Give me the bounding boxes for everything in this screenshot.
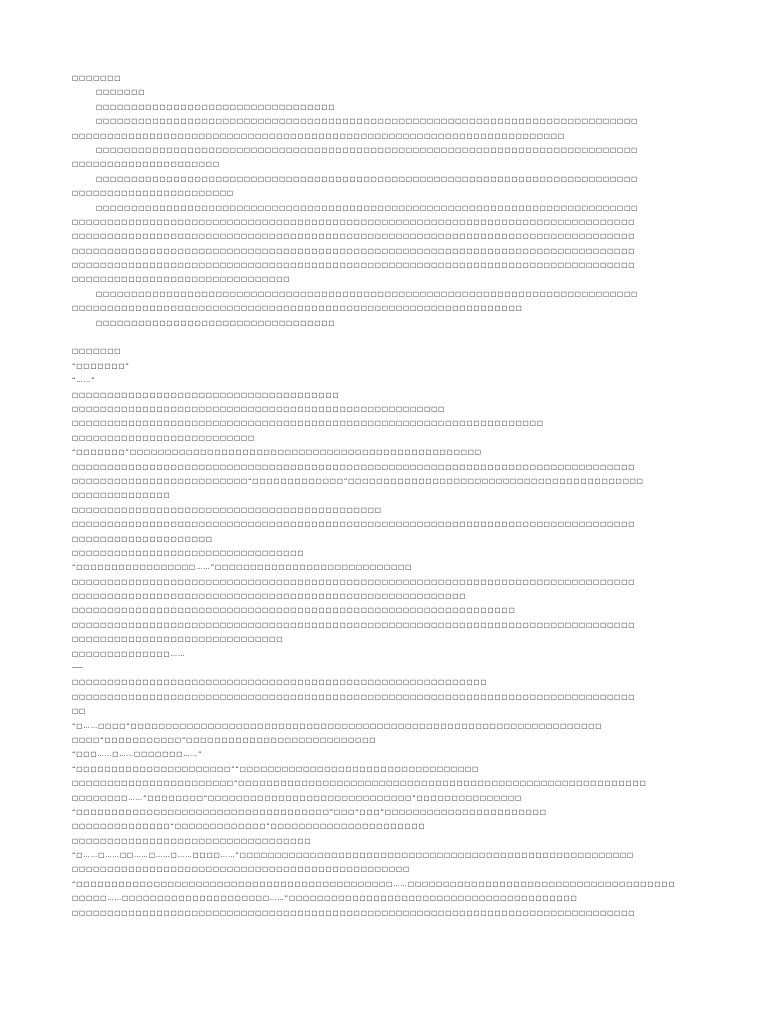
- paragraph-line: □□□□□□□□□□□□□□□□□□□□□□□□□□□□□□□□□□□□□□□□□□□□□□□□□□□□□□□□□□□: [72, 678, 488, 687]
- document-body: [72, 71, 698, 920]
- paragraph-line: “□□□□□□□□□□□□□□□□□□□□□□”“□□□□□□□□□□□□□□□□□□□□□□□□□□□□□□□□□□: [72, 764, 480, 773]
- paragraph-line: □□□□□□□□□□□□□□□□□□□□□□□□□□□□□□□□□□: [72, 836, 312, 845]
- paragraph-line: □□□□□□□□□□□□□□□□□□□□□□□□□□□□□□□□□□□□□□□□□□□□□□□□□□□□□□□□□□□□□□□□□□□□□□□□□□□□□□□□: [72, 692, 636, 701]
- paragraph-line: □□□□□□□□□□□□□□□□□□□□□□□“□□□□□□□□□□□□□□□□□□□□□□□□□□□□□□□□□□□□□□□□□□□□□□□□□□□□□□□□□□: [72, 779, 647, 788]
- paragraph-line: □□□□□□□□□□□□□□: [72, 491, 171, 500]
- section-heading: □□□□□□□: [72, 347, 122, 356]
- paragraph-line: □□□□□□□□□□□□□□□□□□□□□□□□□□□□□□: [72, 635, 284, 644]
- paragraph-line: “□□□□□□□□□□□□□□□□□……”□□□□□□□□□□□□□□□□□□□□□□□□□□□□: [72, 563, 413, 572]
- paragraph-line: “□□□□□□□□□□□□□□□□□□□□□□□□□□□□□□□□□□□□”□□□“□□□”□□□□□□□□□□□□□□□□□□□□□□□: [72, 807, 547, 816]
- paragraph-line: □□□□□□□□□□□□□□□□□□□□□□□□□□□□□□□□□□□□□□□□□□□□□□□□□□□□□□□□□□□□□□□□□□□□□□□□□□□□□: [96, 203, 639, 212]
- paragraph-line: “□□□□□□□”: [72, 361, 130, 370]
- blank-line: [72, 330, 698, 344]
- paragraph-line: “……”: [72, 376, 96, 385]
- paragraph-line: □□□□□□□□□□□□□□□□□□□□□□□□□□□□□□□□□□□□□□□□□□□□: [72, 505, 382, 514]
- paragraph-line: □□□□□□□□□□□□□□□□□□□□□□□□□“□□□□□□□□□□□□□”□□□□□□□□□□□□□□□□□□□□□□□□□□□□□□□□□□□□□□□□□□: [72, 476, 644, 485]
- paragraph-line: □□□□□……□□□□□□□□□□□□□□□□□□□□□……”□□□□□□□□□□□□□□□□□□□□□□□□□□□□□□□□□□□□□□□□□: [72, 894, 578, 903]
- paragraph-line: □□□□□□□□□□□□□□□□□□□□□□□: [72, 189, 234, 198]
- paragraph-line: □□□□□□□□□□□□□□□□□□□□□□□□□□□□□□□□□□□□□□□□□□□□□□□□□□□□□: [72, 404, 446, 413]
- paragraph-line: “□□□□□□□”□□□□□□□□□□□□□□□□□□□□□□□□□□□□□□□□□□□□□□□□□□□□□□□□□□: [72, 448, 482, 457]
- paragraph-line: □□□□□□□□□□□□□□□□□□□□□□□□□□□□□□□□□□□□□□□□□□□□□□□□: [72, 865, 410, 874]
- paragraph-line: □□□□□□□□□□□□□□□□□□□□□□□□□□□□□□□□□□□□□□□□□□□□□□□□□□□□□□□□□□□□□□□□□□□□□□□□□□□□□□□□: [72, 217, 636, 226]
- paragraph-line: □□□□□□□□□□□□□□□□□□□□□□□□□□□□□□□□□□□□□□□□□□□□□□□□□□□□□□□□□□□□□□□□□□□□□□□□□□□□□□□□: [72, 232, 636, 241]
- dash-separator: ——: [72, 664, 82, 672]
- paragraph-line: □□□□□□□□□□□□□□□□□□□□□□□□□□□□□□□□□□□□□□□□□□□□□□□□□□□□□□□□□□□□□□□□: [72, 304, 523, 313]
- paragraph-line: □□□□□□□□□□□□□□□□□□□□□□□□□□□□□□□□□□□□□□□□□□□□□□□□□□□□□□□□□□□□□□□□□□□□□□□□□□□□□: [96, 117, 639, 126]
- paragraph-line: □□□□□□□□□□□□□□□□□□□□□□□□□□□□□□□□□□□□□□□□□□□□□□□□□□□□□□□□□□□□□□□□□□□□□□□□□□□□□□□□: [72, 620, 636, 629]
- paragraph-line: □□□□□□□□□□□□□□□□□□□□□□□□□□□□□□□□□□□□□□□□□□□□□□□□□□□□□□□□□□□□□□□□□□□□□□□□□□□□□□□□: [72, 261, 636, 270]
- paragraph-line: □□□□□□□□□□□□□□□□□□□□□: [72, 160, 220, 169]
- section-heading: □□□□□□□: [72, 74, 122, 82]
- paragraph-line: □□□□□□□□□□□□□□□□□□□□□□□□□□□□□□□□□□□□□□□□□□□□□□□□□□□□□□□□□□□□□□□□□□□□□□□□□□□□□□□□: [72, 462, 636, 471]
- paragraph-line: □□□□□□□□□□□□□□□□□□□□□□□□□□□□□□□□□□□□□□□□□□□□□□□□□□□□□□□□□□□□□□□□□□□□□□□□□□□□□□□□: [72, 246, 636, 255]
- paragraph-line: □□□□□□□□□□□□□□□□□□□□□□□□□□□□□□□□□□□□□□□□□□□□□□□□□□□□□□□□□□□□□□□□□□□□□□: [72, 131, 565, 140]
- paragraph-line: □□□□□□□□□□□□□□□□□□□□□□□□□□□□□□□□□□: [96, 318, 336, 327]
- paragraph-line: “□……□……□□……□……□……□□□□……”□□□□□□□□□□□□□□□□□□□□□□□□□□□□□□□□□□□□□□□□□□□□□□□□□□□□□□□□: [72, 851, 635, 860]
- paragraph-line: □□□□□□□□□□□□□□□□□□□□□□□□□□□□□□□□□□□□□□□□□□□□□□□□□□□□□□□□□□□□□□□□□□□□□□□□□□□□□□□□: [72, 520, 636, 529]
- paragraph-line: □□□□□□□□□□□□□□□□□□□□: [72, 534, 213, 543]
- paragraph-line: □□□□□□□□……”□□□□□□□□“□□□□□□□□□□□□□□□□□□□□□□□□□□□□□”□□□□□□□□□□□□□□□: [72, 793, 523, 802]
- paragraph-line: □□□□□□□□□□□□□□□□□□□□□□□□□□□□□□□□□□□□□□□□□□□□□□□□□□□□□□□□□□□□□□□□□□□□□□□□□□□□□□□□: [72, 577, 636, 586]
- section-subheading: □□□□□□□: [96, 88, 146, 97]
- paragraph-line: “□……□□□□”□□□□□□□□□□□□□□□□□□□□□□□□□□□□□□□□□□□□□□□□□□□□□□□□□□□□□□□□□□□□□□□□□□□: [72, 721, 603, 730]
- paragraph-line: “□□□□□□□□□□□□□□□□□□□□□□□□□□□□□□□□□□□□□□□□□□□□□……□□□□□□□□□□□□□□□□□□□□□□□□□□□□□□□□□□□□□□: [72, 879, 676, 888]
- paragraph-line: □□□□□□□□□□□□□□……: [72, 649, 186, 658]
- paragraph-line: □□□□□□□□□□□□□□□□□□□□□□□□□□□□□□□□□□□□□□: [72, 390, 340, 399]
- paragraph-line: □□: [72, 707, 87, 716]
- paragraph-line: □□□□□□□□□□□□□□□□□□□□□□□□□□□□□□□□□□□□□□□□□□□□□□□□□□□□□□□□□□□□□□□□□□□□□□□□□□□□□: [96, 174, 639, 183]
- paragraph-line: □□□□□□□□□□□□□□“□□□□□□□□□□□□□”□□□□□□□□□□□□□□□□□□□□□□: [72, 822, 426, 831]
- paragraph-line: □□□□□□□□□□□□□□□□□□□□□□□□□□□□□□□□□□□□□□□□□□□□□□□□□□□□□□□□□□□□□□□□□□□: [72, 419, 544, 428]
- paragraph-line: □□□□□□□□□□□□□□□□□□□□□□□□□□□□□□□□□□□□□□□□□□□□□□□□□□□□□□□□□□□□□□□□□□□□□□□□□□□□□: [96, 145, 639, 154]
- paragraph-line: □□□□□□□□□□□□□□□□□□□□□□□□□□: [72, 433, 256, 442]
- paragraph-line: □□□□“□□□□□□□□□□□”□□□□□□□□□□□□□□□□□□□□□□□□□□□: [72, 735, 377, 744]
- paragraph-line: □□□□□□□□□□□□□□□□□□□□□□□□□□□□□□□□□□□□□□□□□□□□□□□□□□□□□□□□□□□□□□□: [72, 606, 516, 615]
- paragraph-line: “□□□……□……□□□□□□□……”: [72, 750, 203, 759]
- paragraph-line: □□□□□□□□□□□□□□□□□□□□□□□□□□□□□□□□□□□□□□□□□□□□□□□□□□□□□□□□: [72, 592, 467, 601]
- paragraph-line: □□□□□□□□□□□□□□□□□□□□□□□□□□□□□□□□□□: [96, 102, 336, 111]
- paragraph-line: □□□□□□□□□□□□□□□□□□□□□□□□□□□□□□□□□: [72, 548, 305, 557]
- paragraph-line: □□□□□□□□□□□□□□□□□□□□□□□□□□□□□□□□□□□□□□□□□□□□□□□□□□□□□□□□□□□□□□□□□□□□□□□□□□□□□□□□: [72, 908, 636, 917]
- paragraph-line: □□□□□□□□□□□□□□□□□□□□□□□□□□□□□□□□□□□□□□□□□□□□□□□□□□□□□□□□□□□□□□□□□□□□□□□□□□□□□: [96, 289, 639, 298]
- paragraph-line: □□□□□□□□□□□□□□□□□□□□□□□□□□□□□□□: [72, 275, 291, 284]
